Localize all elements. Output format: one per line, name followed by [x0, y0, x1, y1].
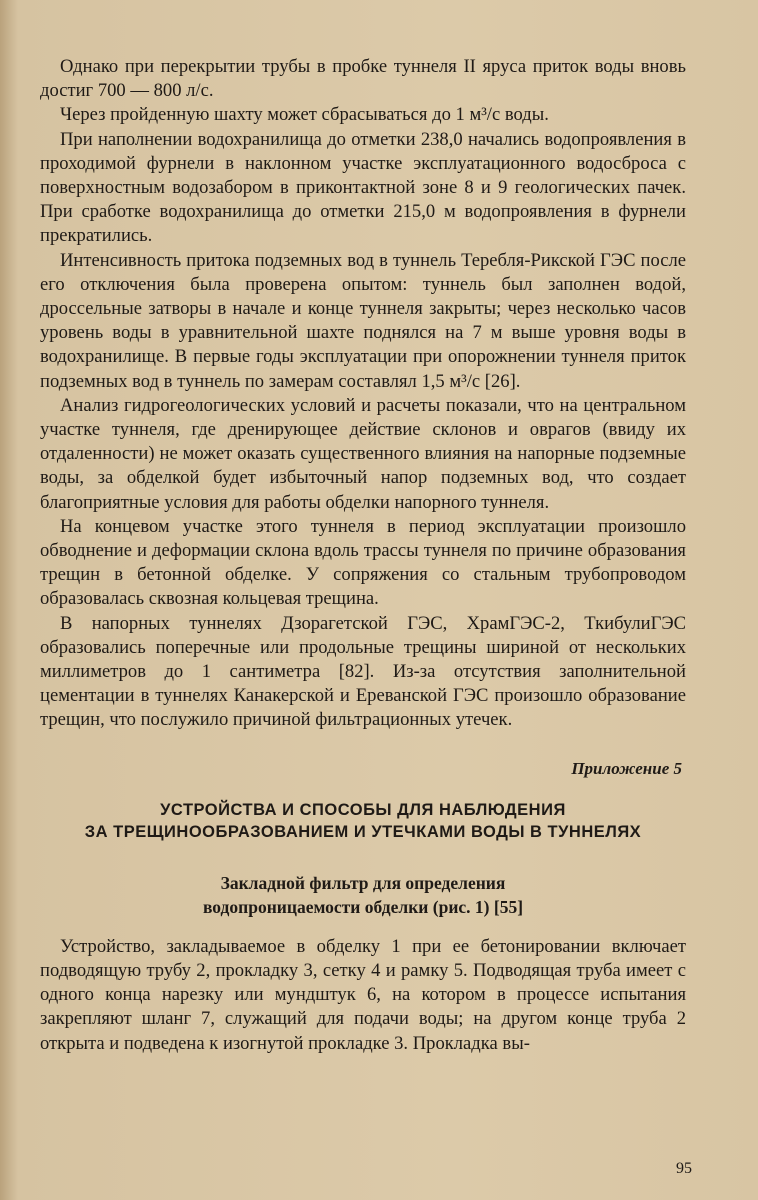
page-body [40, 55, 686, 1056]
section-heading-line-1: УСТРОЙСТВА И СПОСОБЫ ДЛЯ НАБЛЮДЕНИЯ [160, 800, 566, 819]
paragraph-6: На концевом участке этого туннеля в период эксплуатации произошло обводнение и деформации склона вдоль трассы туннеля по причине образования трещин в бетонной обделке. У сопряжения со стальным трубопроводом образовалась сквозная кольцевая трещина. [40, 515, 686, 610]
paragraph-7: В напорных туннелях Дзорагетской ГЭС, ХрамГЭС-2, ТкибулиГЭС образовались поперечные или продольные трещины шириной от нескольких миллиметров до 1 сантиметра [82]. Из-за отсутствия заполнительной цементации в туннелях Канакерской и Ереванской ГЭС произошло образование трещин, что послужило причиной фильтрационных утечек. [40, 612, 686, 731]
subsection-heading-line-1: Закладной фильтр для определения [220, 872, 506, 893]
subsection-heading [40, 871, 686, 919]
final-paragraph: Устройство, закладываемое в обделку 1 при ее бетонировании включает подводящую трубу 2, прокладку 3, сетку 4 и рамку 5. Подводящая труба имеет с одного конца нарезку или мундштук 6, на котором в процессе испытания закрепляют шланг 7, служащий для подачи воды; на другом конце труба 2 открыта и подведена к изогнутой прокладке 3. Прокладка вы- [40, 935, 686, 1054]
page-number: 95 [676, 1160, 692, 1177]
section-heading-line-2: ЗА ТРЕЩИНООБРАЗОВАНИЕМ И УТЕЧКАМИ ВОДЫ В ТУННЕЛЯХ [84, 822, 642, 841]
paragraph-2: Через пройденную шахту может сбрасываться до 1 м³/с воды. [60, 104, 549, 126]
paragraph-3: При наполнении водохранилища до отметки 238,0 начались водопроявления в проходимой фурнели в наклонном участке эксплуатационного водосброса с поверхностным водозабором в приконтактной зоне 8 и 9 геологических пачек. При сработке водохранилища до отметки 215,0 м водопроявления в фурнели прекратились. [40, 128, 686, 247]
appendix-label: Приложение 5 [571, 758, 682, 778]
section-heading [40, 799, 686, 843]
paragraph-1: Однако при перекрытии трубы в пробке туннеля II яруса приток воды вновь достиг 700 — 800 л/с. [40, 56, 686, 102]
paragraph-5: Анализ гидрогеологических условий и расчеты показали, что на центральном участке туннеля, где дренирующее действие склонов и оврагов (ввиду их отдаленности) не может оказать существенного влияния на напорные подземные воды, за обделкой будет избыточный напор подземных вод, что создает благоприятные условия для работы обделки напорного туннеля. [40, 394, 686, 513]
paragraph-4: Интенсивность притока подземных вод в туннель Теребля-Рикской ГЭС после его отключения была проверена опытом: туннель был заполнен водой, дроссельные затворы в начале и конце туннеля закрыты; через несколько часов уровень воды в уравнительной шахте поднялся на 7 м выше уровня воды в водохранилище. В первые годы эксплуатации при опорожнении туннеля приток подземных вод в туннель по замерам составлял 1,5 м³/с [26]. [40, 249, 686, 392]
subsection-heading-line-2: водопроницаемости обделки (рис. 1) [55] [202, 896, 524, 917]
